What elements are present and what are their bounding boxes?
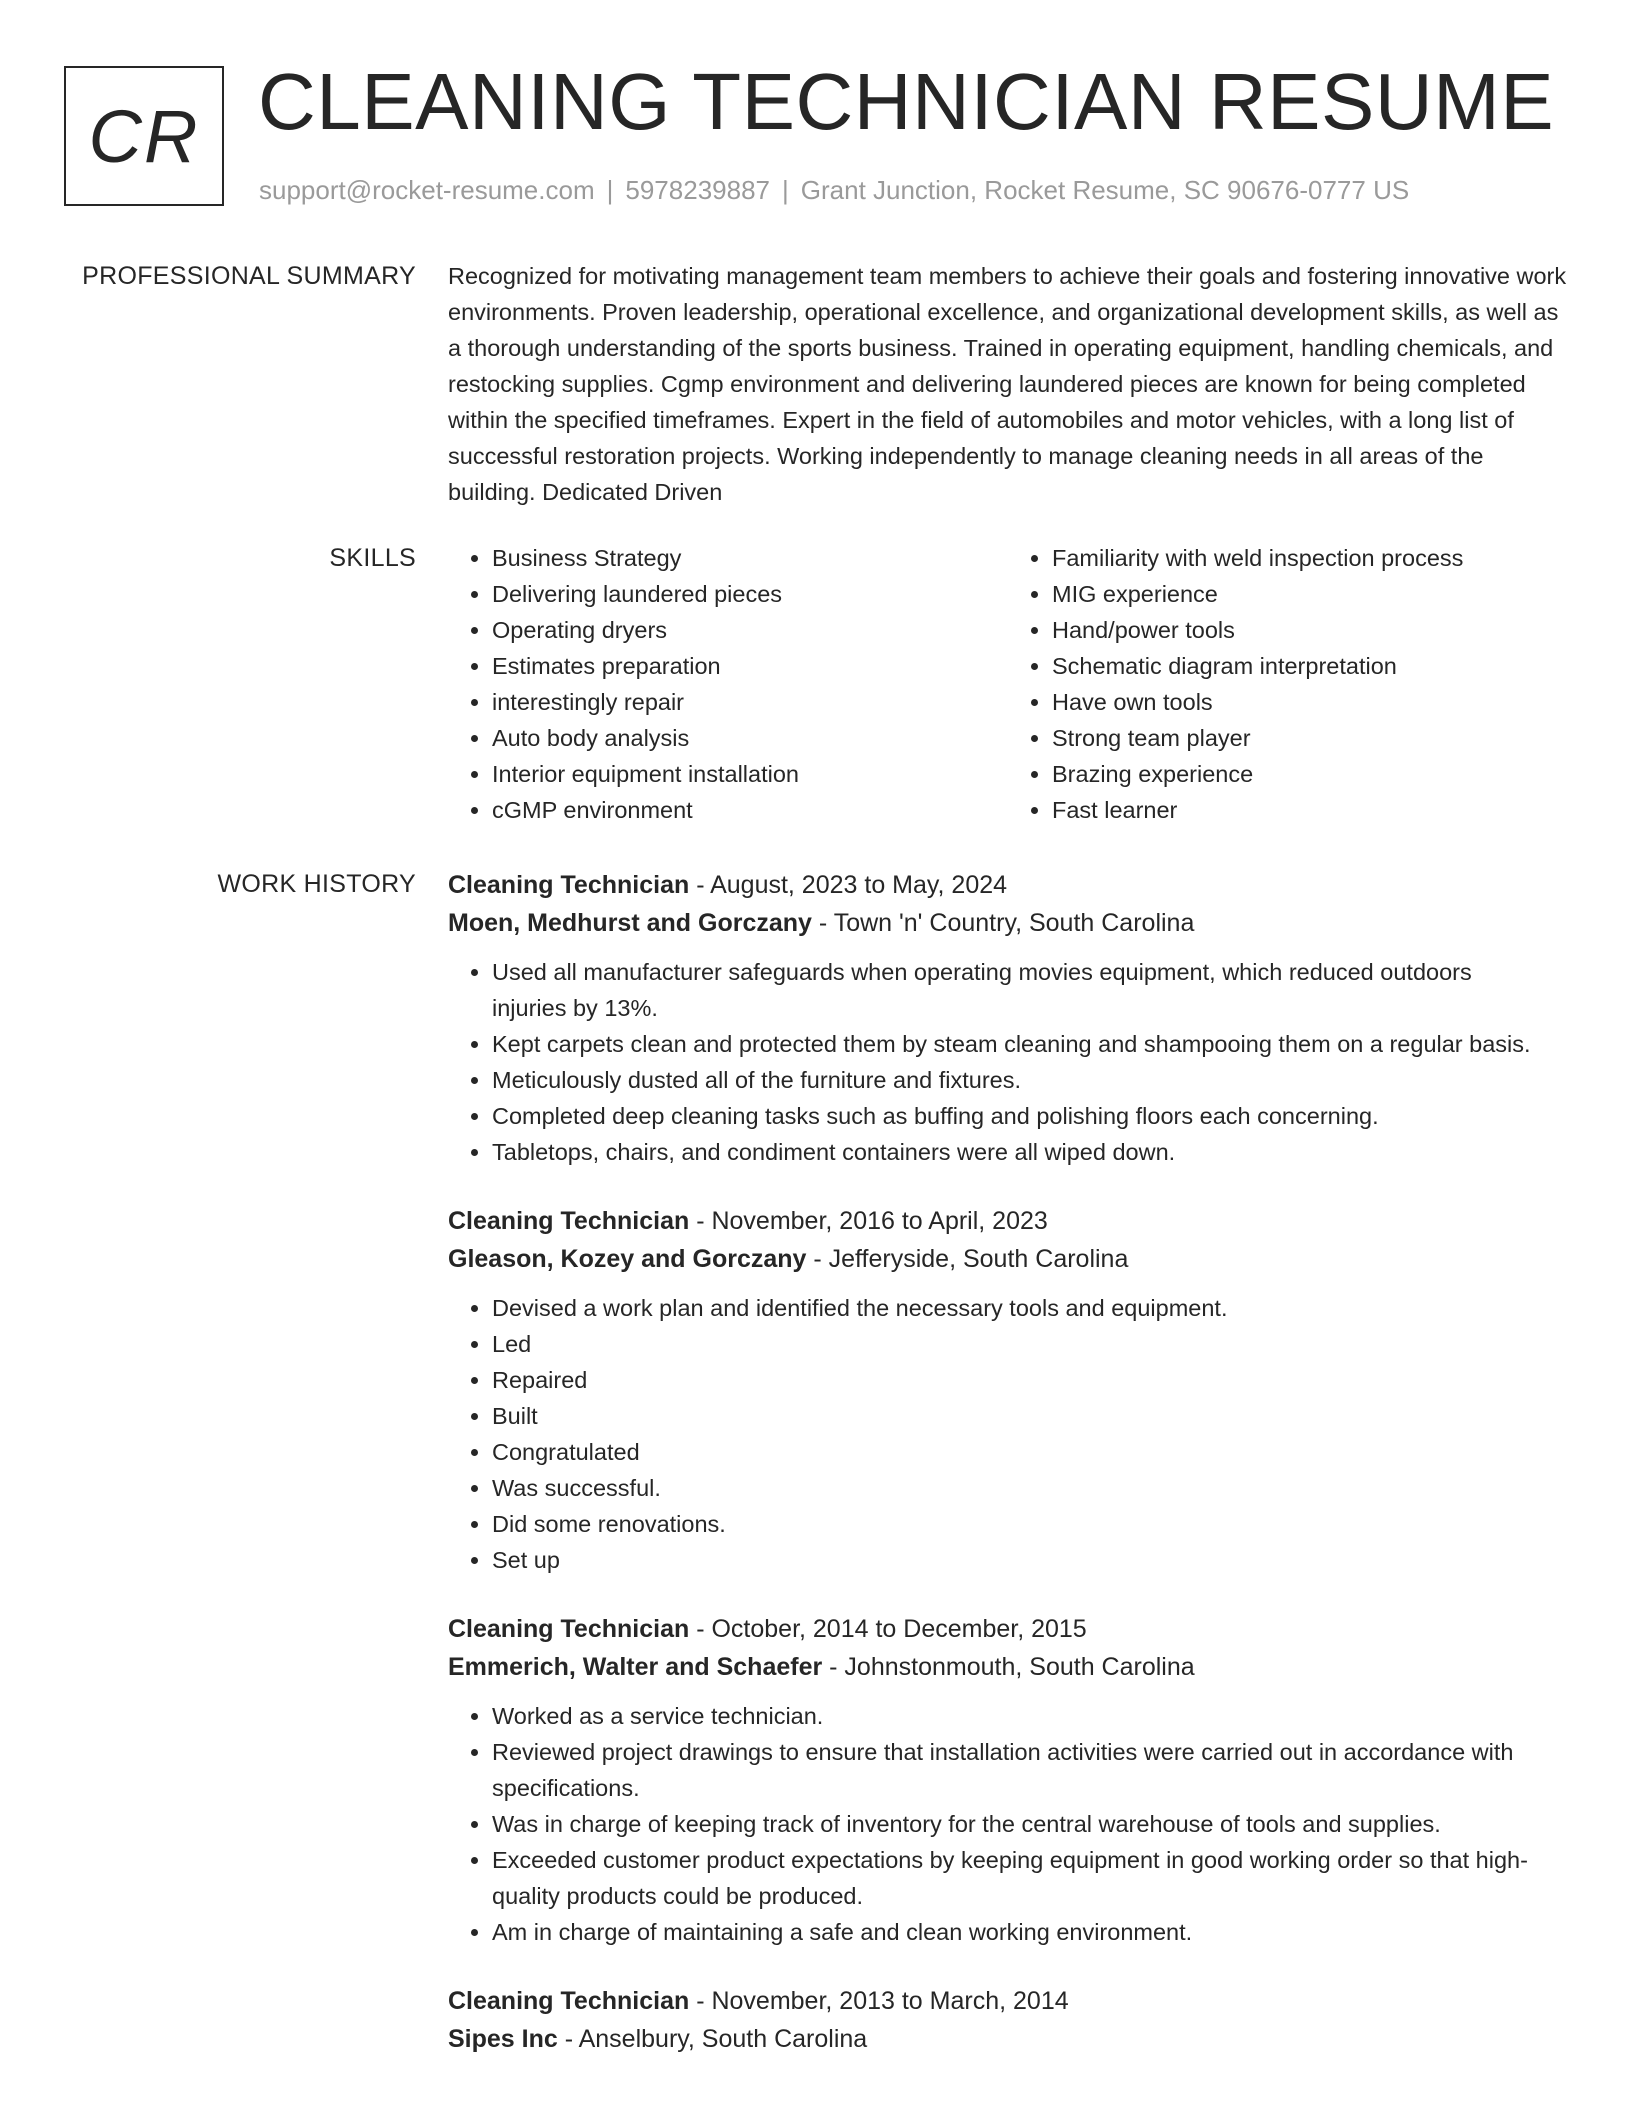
job-dates: - October, 2014 to December, 2015: [689, 1615, 1087, 1643]
skill-item: • Hand/power tools: [1052, 612, 1568, 648]
contact-separator: |: [606, 175, 614, 205]
job-bullet: • Worked as a service technician.: [492, 1698, 1568, 1734]
contact-email[interactable]: support@rocket-resume.com: [259, 175, 595, 205]
skill-item: • Strong team player: [1052, 720, 1568, 756]
job-bullet: • Congratulated: [492, 1434, 1568, 1470]
job-bullet: • Was successful.: [492, 1470, 1568, 1506]
job-entry: [448, 1610, 1568, 1950]
job-entry: [448, 1982, 1568, 2058]
skill-item: • Schematic diagram interpretation: [1052, 648, 1568, 684]
job-company: Sipes Inc: [448, 2025, 558, 2053]
skill-item: • Auto body analysis: [492, 720, 1008, 756]
contact-address: Grant Junction, Rocket Resume, SC 90676-0777 US: [800, 175, 1410, 205]
job-dates: - November, 2013 to March, 2014: [689, 1987, 1069, 2015]
skill-item: • Familiarity with weld inspection process: [1052, 540, 1568, 576]
job-bullet: • Reviewed project drawings to ensure that installation activities were carried out in accordance with specifications.: [492, 1734, 1568, 1806]
skills-list-right: [1008, 540, 1568, 828]
job-dates: - August, 2023 to May, 2024: [689, 871, 1008, 899]
job-location: - Johnstonmouth, South Carolina: [822, 1653, 1195, 1681]
job-bullet: • Devised a work plan and identified the necessary tools and equipment.: [492, 1290, 1568, 1326]
job-bullet: • Tabletops, chairs, and condiment containers were all wiped down.: [492, 1134, 1568, 1170]
skill-item: • Delivering laundered pieces: [492, 576, 1008, 612]
job-company-line: [448, 2020, 1568, 2058]
job-bullet: • Exceeded customer product expectations by keeping equipment in good working order so that high-quality products could be produced.: [492, 1842, 1568, 1914]
skill-item: • Estimates preparation: [492, 648, 1008, 684]
job-bullets: [448, 1698, 1568, 1950]
job-company-line: [448, 1648, 1568, 1686]
job-bullet: • Used all manufacturer safeguards when operating movies equipment, which reduced outdoors injuries by 13%.: [492, 954, 1568, 1026]
job-location: - Anselbury, South Carolina: [557, 2025, 868, 2053]
job-bullet: • Built: [492, 1398, 1568, 1434]
job-entry: [448, 1202, 1568, 1578]
job-company: Gleason, Kozey and Gorczany: [448, 1245, 807, 1273]
job-bullets: [448, 954, 1568, 1170]
contact-line: [259, 174, 1409, 206]
job-title: Cleaning Technician: [448, 871, 690, 899]
job-company: Moen, Medhurst and Gorczany: [448, 909, 812, 937]
job-title: Cleaning Technician: [448, 1207, 690, 1235]
job-title-line: [448, 1610, 1568, 1648]
job-dates: - November, 2016 to April, 2023: [689, 1207, 1048, 1235]
job-bullet: • Led: [492, 1326, 1568, 1362]
skill-item: • Interior equipment installation: [492, 756, 1008, 792]
skill-item: • cGMP environment: [492, 792, 1008, 828]
summary-text: Recognized for motivating management team members to achieve their goals and fostering innovative work environments. Proven leadership, operational excellence, and organizational development skills, as well as a thorough understanding of the sports business. Trained in operating equipment, handling chemicals, and restocking supplies. Cgmp environment and delivering laundered pieces are known for being completed within the specified timeframes. Expert in the field of automobiles and motor vehicles, with a long list of successful restoration projects. Working independently to manage cleaning needs in all areas of the building. Dedicated Driven: [448, 263, 1567, 505]
skill-item: • Operating dryers: [492, 612, 1008, 648]
job-bullet: • Completed deep cleaning tasks such as buffing and polishing floors each concerning.: [492, 1098, 1568, 1134]
job-bullets: [448, 1290, 1568, 1578]
skill-item: • Brazing experience: [1052, 756, 1568, 792]
skill-item: • MIG experience: [1052, 576, 1568, 612]
skills-heading: SKILLS: [329, 544, 416, 572]
job-company-line: [448, 904, 1568, 942]
skills-list-left: [448, 540, 1008, 828]
job-title: Cleaning Technician: [448, 1615, 690, 1643]
monogram-logo: CR: [64, 66, 224, 206]
skill-item: • Have own tools: [1052, 684, 1568, 720]
job-bullet: • Meticulously dusted all of the furniture and fixtures.: [492, 1062, 1568, 1098]
work-history-heading: WORK HISTORY: [217, 870, 416, 898]
skill-item: • interestingly repair: [492, 684, 1008, 720]
contact-separator: |: [782, 175, 789, 205]
job-bullet: • Was in charge of keeping track of inventory for the central warehouse of tools and supplies.: [492, 1806, 1568, 1842]
job-title-line: [448, 1202, 1568, 1240]
job-bullet: • Kept carpets clean and protected them by steam cleaning and shampooing them on a regular basis.: [492, 1026, 1568, 1062]
job-title-line: [448, 866, 1568, 904]
skill-item: • Fast learner: [1052, 792, 1568, 828]
summary-heading: PROFESSIONAL SUMMARY: [82, 262, 416, 290]
job-title-line: [448, 1982, 1568, 2020]
job-company-line: [448, 1240, 1568, 1278]
job-bullet: • Did some renovations.: [492, 1506, 1568, 1542]
job-bullet: • Am in charge of maintaining a safe and clean working environment.: [492, 1914, 1568, 1950]
skill-item: • Business Strategy: [492, 540, 1008, 576]
job-location: - Town 'n' Country, South Carolina: [811, 909, 1195, 937]
contact-phone[interactable]: 5978239887: [625, 175, 770, 205]
job-entry: [448, 866, 1568, 1170]
job-title: Cleaning Technician: [448, 1987, 690, 2015]
job-company: Emmerich, Walter and Schaefer: [448, 1653, 823, 1681]
job-bullet: • Set up: [492, 1542, 1568, 1578]
resume-title: CLEANING TECHNICIAN RESUME: [258, 57, 1555, 146]
job-bullet: • Repaired: [492, 1362, 1568, 1398]
job-location: - Jefferyside, South Carolina: [806, 1245, 1129, 1273]
